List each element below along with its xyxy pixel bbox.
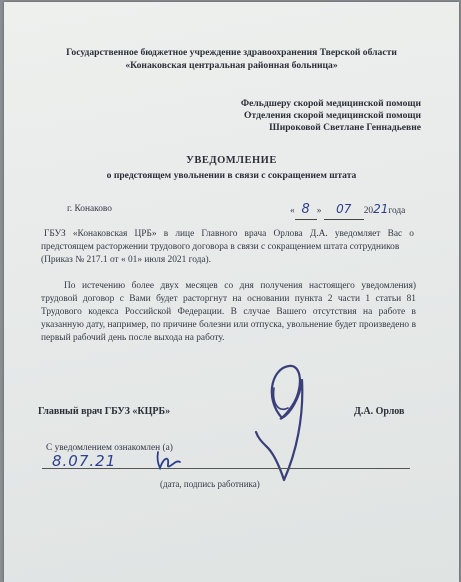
paragraph-2-line-3: Трудового кодекса Российской Федерации. В случае Вашего отсутствия на работе в [41,307,416,317]
paragraph-1-line-3: (Приказ № 217.1 от « 01» июля 2021 года). [41,255,212,265]
paragraph-2-line-4: указанную дату, например, по причине болезни или отпуска, увольнение будет произведено в [41,320,416,330]
addressee-line-2: Отделения скорой медицинской помощи [244,110,421,121]
paragraph-2-line-5: первый рабочий день после выхода на работу. [41,333,225,343]
signatory-position: Главный врач ГБУЗ «КЦРБ» [38,406,171,417]
date-year-word: года [388,206,406,216]
date-open-quote: « [290,206,295,216]
date-close-quote: » [316,206,322,216]
addressee-line-3: Широковой Светлане Геннадьевне [269,122,421,133]
signatory-name: Д.А. Орлов [354,406,405,417]
paragraph-2-line-1: По истечению более двух месяцев со дня получения настоящего уведомления) [64,281,416,291]
date-day-handwritten: 8 [301,202,310,217]
employee-signature-icon [154,448,184,472]
acknowledgement-date-handwritten: 8.07.21 [52,452,117,470]
date-month-handwritten: 07 [336,202,352,216]
date-year-handwritten: 21 [373,202,389,216]
date-line [290,203,405,220]
acknowledgement-caption: (дата, подпись работника) [160,479,260,489]
paragraph-1-line-2: предстоящем расторжении трудового договора в связи с сокращением штата сотрудников [41,242,400,252]
paragraph-2-line-2: трудовой договор с Вами будет расторгнут на основании пункта 2 части 1 статьи 81 [41,294,416,304]
document-title: УВЕДОМЛЕНИЕ [186,155,277,166]
addressee-line-1: Фельдшеру скорой медицинской помощи [240,98,421,109]
acknowledgement-label: С уведомлением ознакомлен (а) [46,443,173,453]
document-subtitle: о предстоящем увольнении в связи с сокращением штата [106,170,357,181]
org-name-line-1: Государственное бюджетное учреждение здравоохранения Тверской области [66,47,397,58]
date-year-prefix: 20 [363,206,374,216]
paragraph-1-line-1: ГБУЗ «Конаковская ЦРБ» в лице Главного врача Орлова Д.А. уведомляет Вас о [44,229,414,239]
org-name-line-2: «Конаковская центральная районная больница» [125,60,338,71]
document-sheet [4,2,459,582]
place: г. Конаково [67,204,112,214]
